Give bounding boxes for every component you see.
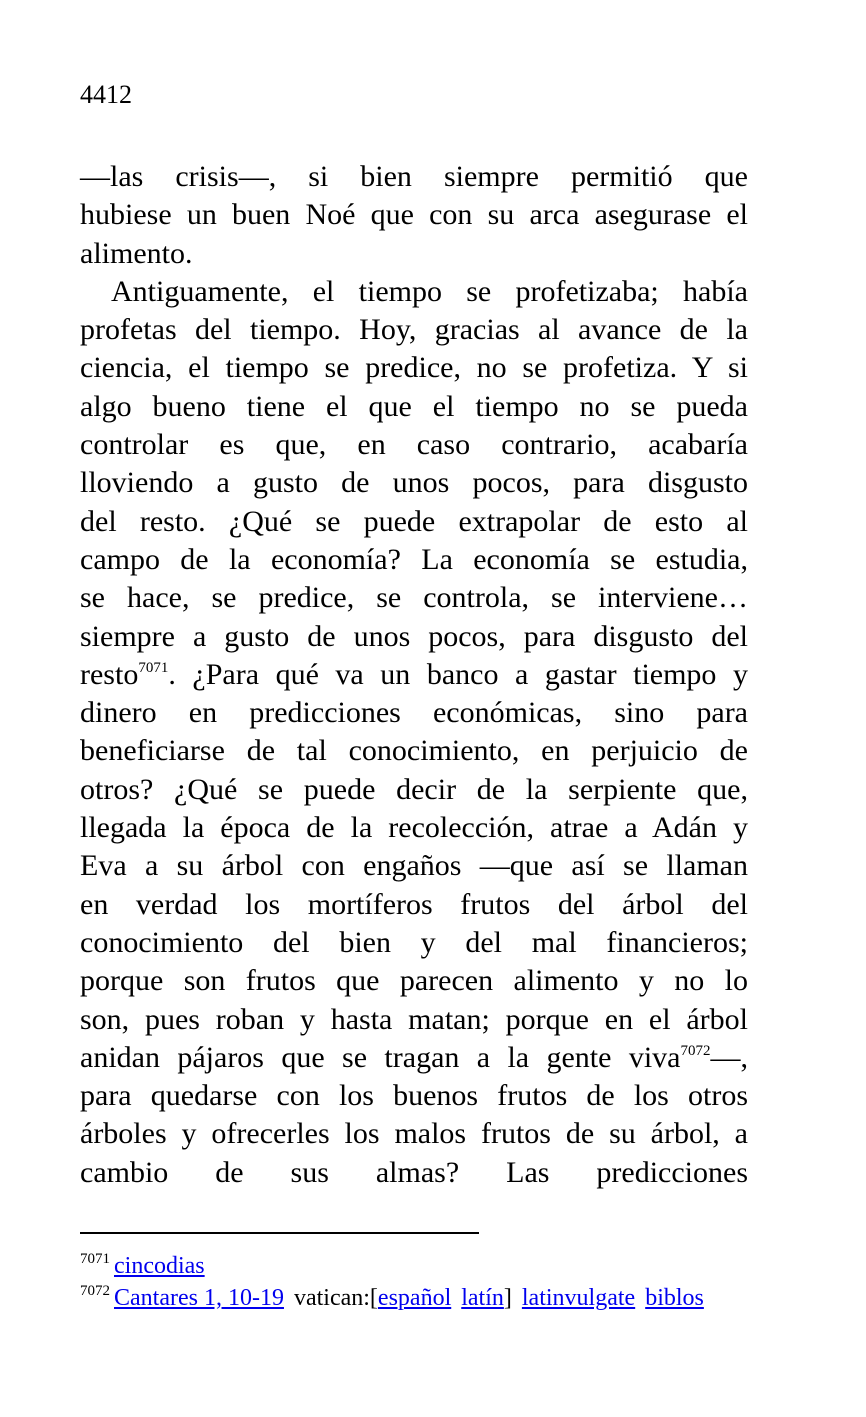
text-line: profetas del tiempo. Hoy, gracias al avance de la (80, 313, 748, 347)
footnote-separator (80, 1232, 479, 1234)
footnote-number: 7072 (80, 1283, 110, 1299)
text-line: hubiese un buen Noé que con su arca asegurase el (80, 198, 748, 232)
text-line: —las crisis—, si bien siempre permitió que (80, 160, 748, 193)
footnote-link-latinvulgate[interactable]: latinvulgate (521, 1285, 636, 1311)
text-line: beneficiarse de tal conocimiento, en perjuicio de (80, 734, 748, 768)
footnote-ref-7071[interactable]: 7071 (138, 659, 169, 676)
text-line: alimento. (80, 236, 193, 270)
text-line: algo bueno tiene el que el tiempo no se pueda (80, 389, 748, 423)
page-number: 4412 (80, 80, 132, 109)
text-line (80, 656, 748, 694)
text-line: cambio de sus almas? Las predicciones (80, 1155, 748, 1189)
text-line: porque son frutos que parecen alimento y no lo (80, 964, 748, 998)
text-segment: resto (80, 657, 139, 691)
text-line: siempre a gusto de unos pocos, para disgusto del (80, 619, 748, 653)
text-line: controlar es que, en caso contrario, acabaría (80, 428, 748, 462)
text-line: para quedarse con los buenos frutos de los otros (80, 1079, 748, 1113)
footnote-link-cincodias[interactable]: cincodias (114, 1253, 205, 1279)
text-line: árboles y ofrecerles los malos frutos de su árbol, a (80, 1117, 748, 1151)
text-line: campo de la economía? La economía se estudia, (80, 542, 748, 576)
text-line: del resto. ¿Qué se puede extrapolar de esto al (80, 504, 748, 538)
text-line: en verdad los mortíferos frutos del árbol del (80, 887, 748, 921)
text-segment: —, (710, 1040, 748, 1074)
text-segment: . ¿Para qué va un banco a gastar tiempo y (168, 657, 748, 691)
footnotes (80, 1250, 704, 1314)
footnote-link-espanol[interactable]: español (377, 1285, 452, 1311)
text-line: lloviendo a gusto de unos pocos, para disgusto (80, 466, 748, 500)
text-line: Antiguamente, el tiempo se profetizaba; había (111, 274, 748, 308)
text-line: dinero en predicciones económicas, sino para (80, 696, 748, 730)
text-line: otros? ¿Qué se puede decir de la serpiente que, (80, 772, 748, 806)
footnote-link-biblos[interactable]: biblos (645, 1285, 704, 1311)
text-line: conocimiento del bien y del mal financieros; (80, 925, 748, 959)
footnote-number: 7071 (80, 1251, 110, 1267)
body-text (80, 158, 748, 1192)
text-line: Eva a su árbol con engaños —que así se llaman (80, 849, 748, 883)
text-line: se hace, se predice, se controla, se interviene… (80, 581, 748, 615)
text-line: llegada la época de la recolección, atrae a Adán y (80, 811, 748, 845)
footnote-7071 (80, 1250, 704, 1282)
footnote-ref-7072[interactable]: 7072 (680, 1042, 711, 1059)
footnote-source-suffix: ] (503, 1285, 512, 1311)
text-segment: anidan pájaros que se tragan a la gente viva (80, 1040, 681, 1074)
footnote-link-cantares[interactable]: Cantares 1, 10-19 (114, 1285, 284, 1311)
text-line: son, pues roban y hasta matan; porque en el árbol (80, 1002, 748, 1036)
footnote-link-latin[interactable]: latín (461, 1285, 504, 1311)
footnote-7072 (80, 1282, 704, 1314)
text-line: ciencia, el tiempo se predice, no se profetiza. Y si (80, 351, 748, 385)
text-line (80, 1039, 748, 1077)
footnote-source-prefix: vatican:[ (293, 1285, 378, 1311)
